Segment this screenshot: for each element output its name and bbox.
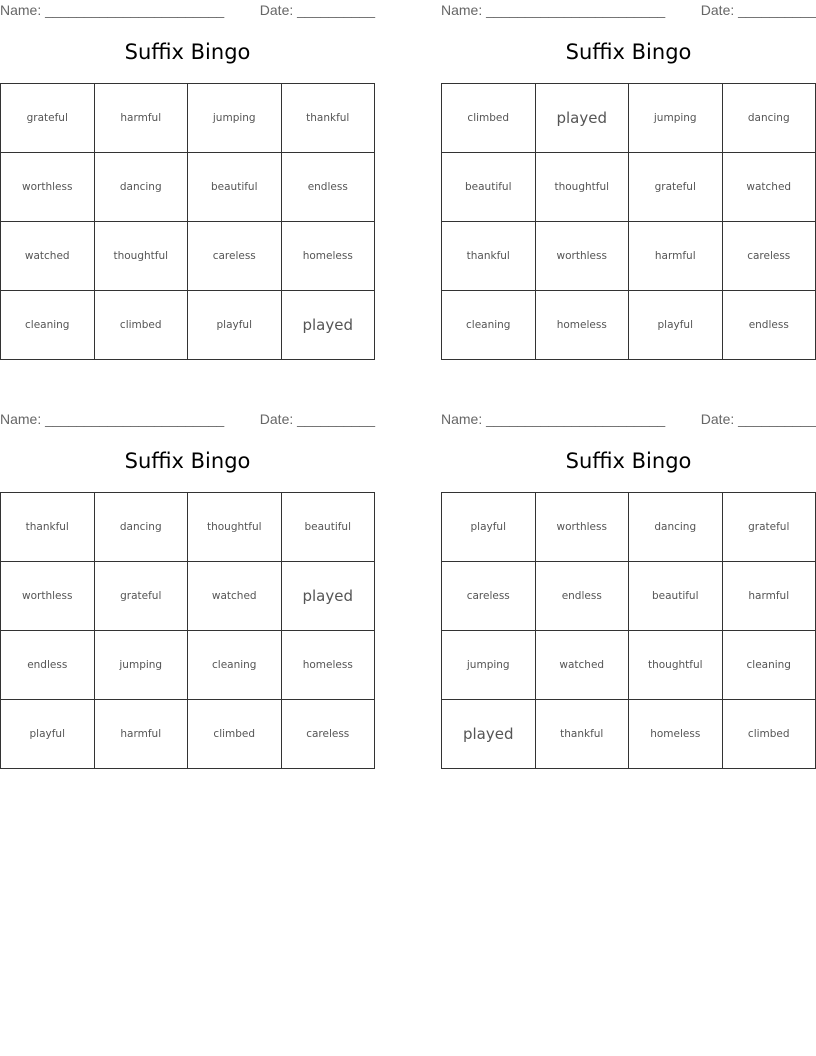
bingo-cell: harmful [629,222,723,291]
name-date-line [0,0,375,22]
bingo-cell: jumping [442,631,536,700]
bingo-cell: beautiful [442,153,536,222]
bingo-cell: climbed [94,291,188,360]
bingo-card [0,0,375,360]
grid-row [1,700,375,769]
bingo-cell: careless [442,562,536,631]
name-field-label: Name: _______________________ [441,411,666,427]
bingo-cell: climbed [722,700,816,769]
bingo-cell: jumping [94,631,188,700]
grid-row [1,222,375,291]
grid-row [1,84,375,153]
date-field-label: Date: __________ [700,411,816,427]
bingo-cell: worthless [535,222,629,291]
bingo-cell: playful [1,700,95,769]
bingo-cell: watched [535,631,629,700]
grid-row [1,153,375,222]
bingo-cell: endless [535,562,629,631]
bingo-cell: harmful [94,84,188,153]
bingo-cell: thoughtful [188,493,282,562]
bingo-cell: thoughtful [629,631,723,700]
bingo-cell: thoughtful [535,153,629,222]
bingo-cell: thankful [442,222,536,291]
grid-row [442,493,816,562]
bingo-cell: homeless [535,291,629,360]
bingo-cell: worthless [1,562,95,631]
bingo-cell: dancing [94,153,188,222]
bingo-cell: cleaning [188,631,282,700]
bingo-card [441,409,816,769]
name-date-line [441,409,816,431]
card-title: Suffix Bingo [565,40,692,64]
bingo-cell: homeless [629,700,723,769]
bingo-cell: played [281,562,375,631]
bingo-grid [0,83,375,360]
bingo-cell: grateful [629,153,723,222]
bingo-cell: grateful [1,84,95,153]
bingo-cell: thankful [535,700,629,769]
name-date-line [441,0,816,22]
bingo-cell: beautiful [188,153,282,222]
bingo-cell: played [281,291,375,360]
bingo-cell: dancing [722,84,816,153]
bingo-cell: homeless [281,222,375,291]
grid-row [1,631,375,700]
bingo-cell: dancing [94,493,188,562]
bingo-cell: endless [1,631,95,700]
grid-row [442,291,816,360]
bingo-cell: cleaning [442,291,536,360]
bingo-cell: homeless [281,631,375,700]
bingo-cell: climbed [442,84,536,153]
bingo-cell: cleaning [1,291,95,360]
bingo-cell: watched [188,562,282,631]
bingo-cell: played [442,700,536,769]
bingo-cell: climbed [188,700,282,769]
grid-row [442,153,816,222]
bingo-cell: careless [281,700,375,769]
bingo-cell: thankful [281,84,375,153]
bingo-card [0,409,375,769]
bingo-grid [0,492,375,769]
grid-row [1,291,375,360]
date-field-label: Date: __________ [700,2,816,18]
name-field-label: Name: _______________________ [0,411,225,427]
bingo-cell: careless [188,222,282,291]
bingo-cell: grateful [722,493,816,562]
bingo-cell: harmful [722,562,816,631]
bingo-cell: watched [1,222,95,291]
bingo-cell: harmful [94,700,188,769]
grid-row [442,631,816,700]
card-title: Suffix Bingo [124,449,251,473]
grid-row [442,84,816,153]
date-field-label: Date: __________ [259,411,375,427]
bingo-cell: jumping [188,84,282,153]
date-field-label: Date: __________ [259,2,375,18]
bingo-cell: playful [188,291,282,360]
grid-row [442,222,816,291]
bingo-cell: jumping [629,84,723,153]
bingo-cell: watched [722,153,816,222]
card-title: Suffix Bingo [124,40,251,64]
bingo-cell: worthless [1,153,95,222]
name-field-label: Name: _______________________ [0,2,225,18]
bingo-cell: thoughtful [94,222,188,291]
bingo-cell: beautiful [629,562,723,631]
grid-row [1,493,375,562]
bingo-cell: beautiful [281,493,375,562]
bingo-cell: playful [442,493,536,562]
name-date-line [0,409,375,431]
grid-row [442,562,816,631]
bingo-cell: dancing [629,493,723,562]
name-field-label: Name: _______________________ [441,2,666,18]
bingo-cell: grateful [94,562,188,631]
bingo-cell: worthless [535,493,629,562]
bingo-card [441,0,816,360]
bingo-cell: careless [722,222,816,291]
grid-row [442,700,816,769]
bingo-grid [441,492,816,769]
grid-row [1,562,375,631]
bingo-cell: cleaning [722,631,816,700]
bingo-cell: endless [722,291,816,360]
card-title: Suffix Bingo [565,449,692,473]
bingo-cell: played [535,84,629,153]
bingo-cell: thankful [1,493,95,562]
bingo-grid [441,83,816,360]
bingo-cell: endless [281,153,375,222]
bingo-cell: playful [629,291,723,360]
